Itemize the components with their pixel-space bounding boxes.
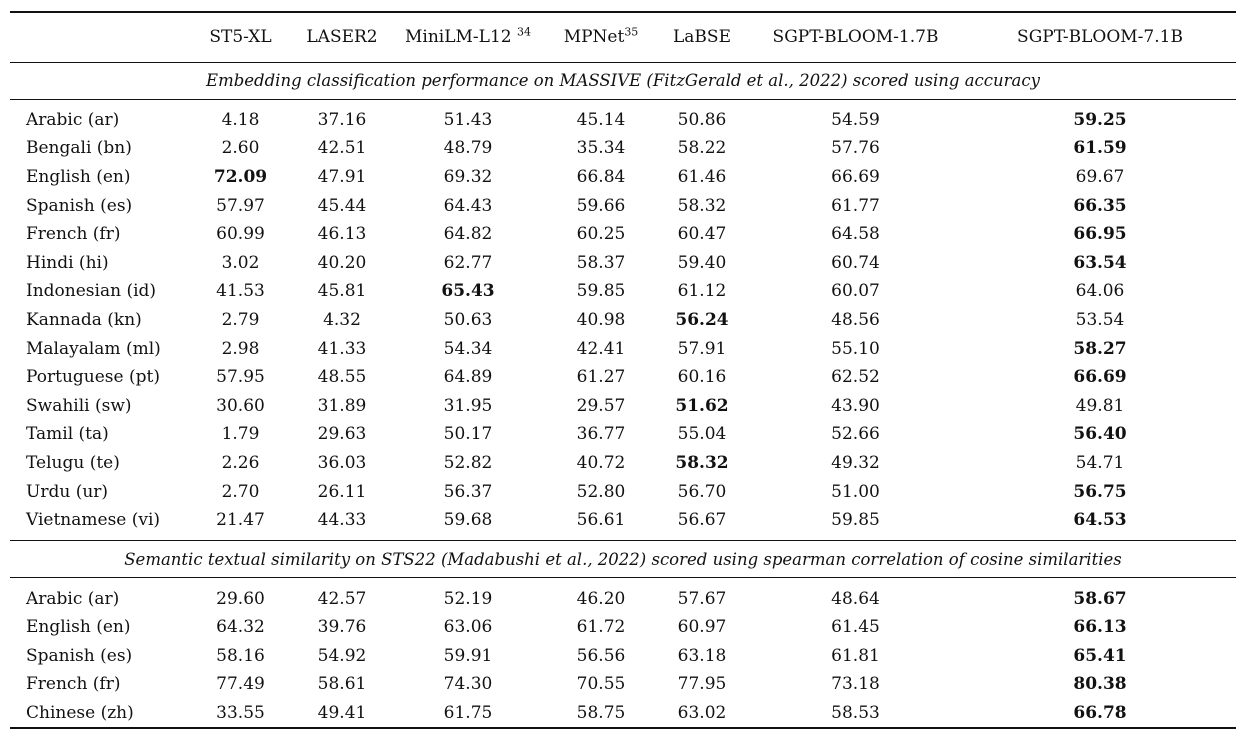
best-score-cell: 63.54 bbox=[1073, 252, 1127, 273]
score-cell: 51.43 bbox=[443, 109, 493, 130]
score-cell: 56.37 bbox=[443, 481, 493, 502]
section-caption: Embedding classification performance on MASSIVE (FitzGerald et al., 2022) scored using accuracy bbox=[206, 71, 1040, 90]
score-cell: 52.82 bbox=[443, 452, 493, 473]
language-label: Indonesian (id) bbox=[26, 281, 157, 302]
score-cell: 69.67 bbox=[1075, 166, 1125, 187]
table-row bbox=[10, 134, 1236, 163]
score-cell: 2.60 bbox=[221, 138, 260, 159]
score-cell: 33.55 bbox=[216, 703, 265, 724]
score-cell: 59.85 bbox=[576, 281, 626, 302]
table-row bbox=[10, 106, 1236, 135]
table-row bbox=[10, 449, 1236, 478]
score-cell: 62.52 bbox=[831, 367, 880, 388]
score-cell: 48.56 bbox=[831, 309, 880, 330]
score-cell: 2.98 bbox=[221, 338, 260, 359]
header-mpnet: MPNet$^{35}$ bbox=[563, 25, 639, 48]
table-body bbox=[10, 62, 1236, 728]
best-score-cell: 58.27 bbox=[1073, 338, 1127, 359]
language-label: Chinese (zh) bbox=[26, 703, 134, 724]
score-cell: 61.72 bbox=[576, 617, 626, 638]
score-cell: 52.80 bbox=[576, 481, 626, 502]
best-score-cell: 56.75 bbox=[1073, 481, 1127, 502]
score-cell: 50.17 bbox=[443, 424, 493, 445]
table-row bbox=[10, 477, 1236, 506]
language-label: Spanish (es) bbox=[26, 645, 133, 666]
score-cell: 59.66 bbox=[576, 195, 626, 216]
score-cell: 60.25 bbox=[576, 224, 626, 245]
table-row bbox=[10, 584, 1236, 613]
score-cell: 62.77 bbox=[443, 252, 493, 273]
score-cell: 4.32 bbox=[323, 309, 361, 330]
score-cell: 48.79 bbox=[443, 138, 493, 159]
score-cell: 54.92 bbox=[317, 645, 367, 666]
best-score-cell: 56.24 bbox=[675, 309, 729, 330]
score-cell: 61.27 bbox=[576, 367, 626, 388]
score-cell: 40.98 bbox=[576, 309, 626, 330]
score-cell: 44.33 bbox=[317, 510, 367, 531]
table-row bbox=[10, 699, 1236, 729]
score-cell: 60.74 bbox=[831, 252, 880, 273]
score-cell: 42.57 bbox=[317, 588, 367, 609]
score-cell: 58.16 bbox=[216, 645, 265, 666]
best-score-cell: 66.13 bbox=[1073, 617, 1127, 638]
score-cell: 56.61 bbox=[576, 510, 626, 531]
score-cell: 61.75 bbox=[443, 703, 493, 724]
score-cell: 52.66 bbox=[831, 424, 880, 445]
score-cell: 60.99 bbox=[216, 224, 265, 245]
score-cell: 54.71 bbox=[1075, 452, 1125, 473]
table-row bbox=[10, 191, 1236, 220]
score-cell: 57.67 bbox=[677, 588, 727, 609]
language-label: Spanish (es) bbox=[26, 195, 133, 216]
table-row bbox=[10, 306, 1236, 335]
best-score-cell: 66.78 bbox=[1073, 703, 1127, 724]
score-cell: 26.11 bbox=[317, 481, 367, 502]
score-cell: 30.60 bbox=[216, 395, 265, 416]
best-score-cell: 66.35 bbox=[1073, 195, 1127, 216]
table-row bbox=[10, 248, 1236, 277]
table-row bbox=[10, 613, 1236, 642]
language-label: Hindi (hi) bbox=[26, 252, 109, 273]
score-cell: 29.57 bbox=[576, 395, 626, 416]
score-cell: 54.34 bbox=[443, 338, 493, 359]
table-row bbox=[10, 506, 1236, 535]
score-cell: 60.16 bbox=[677, 367, 727, 388]
score-cell: 64.58 bbox=[831, 224, 880, 245]
score-cell: 48.64 bbox=[831, 588, 880, 609]
score-cell: 45.44 bbox=[317, 195, 367, 216]
table-row bbox=[10, 391, 1236, 420]
best-score-cell: 56.40 bbox=[1073, 424, 1127, 445]
best-score-cell: 58.32 bbox=[675, 452, 729, 473]
best-score-cell: 61.59 bbox=[1073, 138, 1127, 159]
score-cell: 58.22 bbox=[677, 138, 727, 159]
score-cell: 66.84 bbox=[576, 166, 626, 187]
score-cell: 49.32 bbox=[831, 452, 880, 473]
header-row bbox=[10, 12, 1236, 62]
best-score-cell: 80.38 bbox=[1073, 674, 1127, 695]
table-row bbox=[10, 163, 1236, 192]
results-grid bbox=[10, 11, 1236, 729]
score-cell: 56.56 bbox=[576, 645, 626, 666]
language-label: Telugu (te) bbox=[26, 452, 120, 473]
header-sgpt-bloom-1-7b: SGPT-BLOOM-1.7B bbox=[772, 27, 939, 48]
score-cell: 31.89 bbox=[317, 395, 367, 416]
header-minilm-l12: MiniLM-L12 $^{34}$ bbox=[405, 25, 531, 48]
language-label: Urdu (ur) bbox=[26, 481, 109, 502]
language-label: English (en) bbox=[26, 166, 131, 187]
best-score-cell: 65.43 bbox=[441, 281, 495, 302]
score-cell: 57.91 bbox=[677, 338, 727, 359]
language-label: Bengali (bn) bbox=[26, 138, 132, 159]
language-label: Arabic (ar) bbox=[26, 109, 120, 130]
table-header bbox=[10, 12, 1236, 62]
score-cell: 61.12 bbox=[677, 281, 727, 302]
score-cell: 29.60 bbox=[216, 588, 265, 609]
header-labse: LaBSE bbox=[673, 27, 731, 48]
score-cell: 54.59 bbox=[831, 109, 880, 130]
score-cell: 43.90 bbox=[831, 395, 880, 416]
score-cell: 73.18 bbox=[831, 674, 880, 695]
section-caption: Semantic textual similarity on STS22 (Madabushi et al., 2022) scored using spearman correlation of cosine similarities bbox=[124, 549, 1122, 569]
language-label: Vietnamese (vi) bbox=[26, 510, 161, 531]
score-cell: 36.03 bbox=[317, 452, 367, 473]
score-cell: 77.49 bbox=[216, 674, 265, 695]
score-cell: 39.76 bbox=[317, 617, 367, 638]
score-cell: 64.06 bbox=[1075, 281, 1125, 302]
table-row bbox=[10, 670, 1236, 699]
best-score-cell: 66.95 bbox=[1073, 224, 1127, 245]
score-cell: 50.63 bbox=[443, 309, 493, 330]
header-st5-xl: ST5-XL bbox=[209, 27, 272, 48]
score-cell: 4.18 bbox=[221, 109, 260, 130]
score-cell: 46.13 bbox=[317, 224, 367, 245]
section-caption-row bbox=[10, 62, 1236, 99]
language-label: English (en) bbox=[26, 617, 131, 638]
language-label: Swahili (sw) bbox=[26, 395, 132, 416]
score-cell: 63.06 bbox=[443, 617, 493, 638]
score-cell: 45.14 bbox=[576, 109, 626, 130]
language-label: French (fr) bbox=[26, 674, 121, 695]
section-caption-row bbox=[10, 541, 1236, 578]
results-table bbox=[10, 11, 1236, 729]
score-cell: 60.47 bbox=[677, 224, 727, 245]
best-score-cell: 72.09 bbox=[213, 166, 268, 187]
score-cell: 63.02 bbox=[677, 703, 727, 724]
score-cell: 2.26 bbox=[221, 452, 260, 473]
score-cell: 42.41 bbox=[576, 338, 626, 359]
score-cell: 2.79 bbox=[221, 309, 260, 330]
score-cell: 58.75 bbox=[576, 703, 626, 724]
language-label: Kannada (kn) bbox=[26, 309, 142, 330]
score-cell: 40.72 bbox=[576, 452, 626, 473]
table-row bbox=[10, 220, 1236, 249]
score-cell: 55.04 bbox=[677, 424, 727, 445]
score-cell: 51.00 bbox=[831, 481, 880, 502]
score-cell: 29.63 bbox=[317, 424, 367, 445]
best-score-cell: 51.62 bbox=[675, 395, 729, 416]
score-cell: 57.76 bbox=[831, 138, 880, 159]
score-cell: 58.37 bbox=[576, 252, 626, 273]
score-cell: 61.46 bbox=[677, 166, 727, 187]
score-cell: 61.77 bbox=[831, 195, 880, 216]
best-score-cell: 59.25 bbox=[1073, 109, 1127, 130]
score-cell: 42.51 bbox=[317, 138, 367, 159]
header-empty-cell bbox=[10, 12, 188, 62]
score-cell: 50.86 bbox=[677, 109, 727, 130]
best-score-cell: 58.67 bbox=[1073, 588, 1127, 609]
score-cell: 37.16 bbox=[317, 109, 367, 130]
table-row bbox=[10, 642, 1236, 671]
score-cell: 48.55 bbox=[317, 367, 367, 388]
score-cell: 47.91 bbox=[317, 166, 367, 187]
language-label: French (fr) bbox=[26, 224, 121, 245]
table-row bbox=[10, 420, 1236, 449]
score-cell: 57.95 bbox=[216, 367, 265, 388]
score-cell: 40.20 bbox=[317, 252, 367, 273]
score-cell: 53.54 bbox=[1075, 309, 1125, 330]
table-row bbox=[10, 334, 1236, 363]
table-row bbox=[10, 363, 1236, 392]
score-cell: 64.32 bbox=[216, 617, 265, 638]
header-laser2: LASER2 bbox=[306, 27, 378, 48]
score-cell: 36.77 bbox=[576, 424, 626, 445]
score-cell: 31.95 bbox=[443, 395, 493, 416]
score-cell: 57.97 bbox=[216, 195, 265, 216]
score-cell: 2.70 bbox=[221, 481, 260, 502]
score-cell: 63.18 bbox=[677, 645, 727, 666]
score-cell: 58.61 bbox=[317, 674, 367, 695]
score-cell: 58.53 bbox=[831, 703, 880, 724]
language-label: Tamil (ta) bbox=[26, 424, 109, 445]
score-cell: 60.97 bbox=[677, 617, 727, 638]
language-label: Malayalam (ml) bbox=[26, 338, 161, 359]
best-score-cell: 65.41 bbox=[1073, 645, 1127, 666]
score-cell: 1.79 bbox=[221, 424, 260, 445]
score-cell: 55.10 bbox=[831, 338, 880, 359]
language-label: Arabic (ar) bbox=[26, 588, 120, 609]
score-cell: 59.91 bbox=[443, 645, 493, 666]
score-cell: 59.68 bbox=[443, 510, 493, 531]
score-cell: 66.69 bbox=[831, 166, 880, 187]
score-cell: 41.53 bbox=[216, 281, 265, 302]
score-cell: 70.55 bbox=[576, 674, 626, 695]
score-cell: 60.07 bbox=[831, 281, 880, 302]
score-cell: 59.40 bbox=[677, 252, 727, 273]
score-cell: 61.81 bbox=[831, 645, 880, 666]
score-cell: 74.30 bbox=[443, 674, 493, 695]
score-cell: 69.32 bbox=[443, 166, 493, 187]
score-cell: 61.45 bbox=[831, 617, 880, 638]
score-cell: 3.02 bbox=[221, 252, 260, 273]
score-cell: 45.81 bbox=[317, 281, 367, 302]
score-cell: 59.85 bbox=[831, 510, 880, 531]
score-cell: 64.89 bbox=[443, 367, 493, 388]
score-cell: 49.41 bbox=[317, 703, 367, 724]
score-cell: 64.82 bbox=[443, 224, 493, 245]
score-cell: 56.67 bbox=[677, 510, 727, 531]
score-cell: 21.47 bbox=[216, 510, 265, 531]
score-cell: 35.34 bbox=[576, 138, 626, 159]
score-cell: 49.81 bbox=[1075, 395, 1125, 416]
score-cell: 64.43 bbox=[443, 195, 493, 216]
score-cell: 41.33 bbox=[317, 338, 367, 359]
header-sgpt-bloom-7-1b: SGPT-BLOOM-7.1B bbox=[1017, 27, 1183, 48]
score-cell: 52.19 bbox=[443, 588, 493, 609]
best-score-cell: 66.69 bbox=[1073, 367, 1127, 388]
score-cell: 56.70 bbox=[677, 481, 727, 502]
best-score-cell: 64.53 bbox=[1073, 510, 1127, 531]
score-cell: 46.20 bbox=[576, 588, 626, 609]
table-row bbox=[10, 277, 1236, 306]
language-label: Portuguese (pt) bbox=[26, 367, 160, 388]
score-cell: 77.95 bbox=[677, 674, 727, 695]
score-cell: 58.32 bbox=[677, 195, 727, 216]
